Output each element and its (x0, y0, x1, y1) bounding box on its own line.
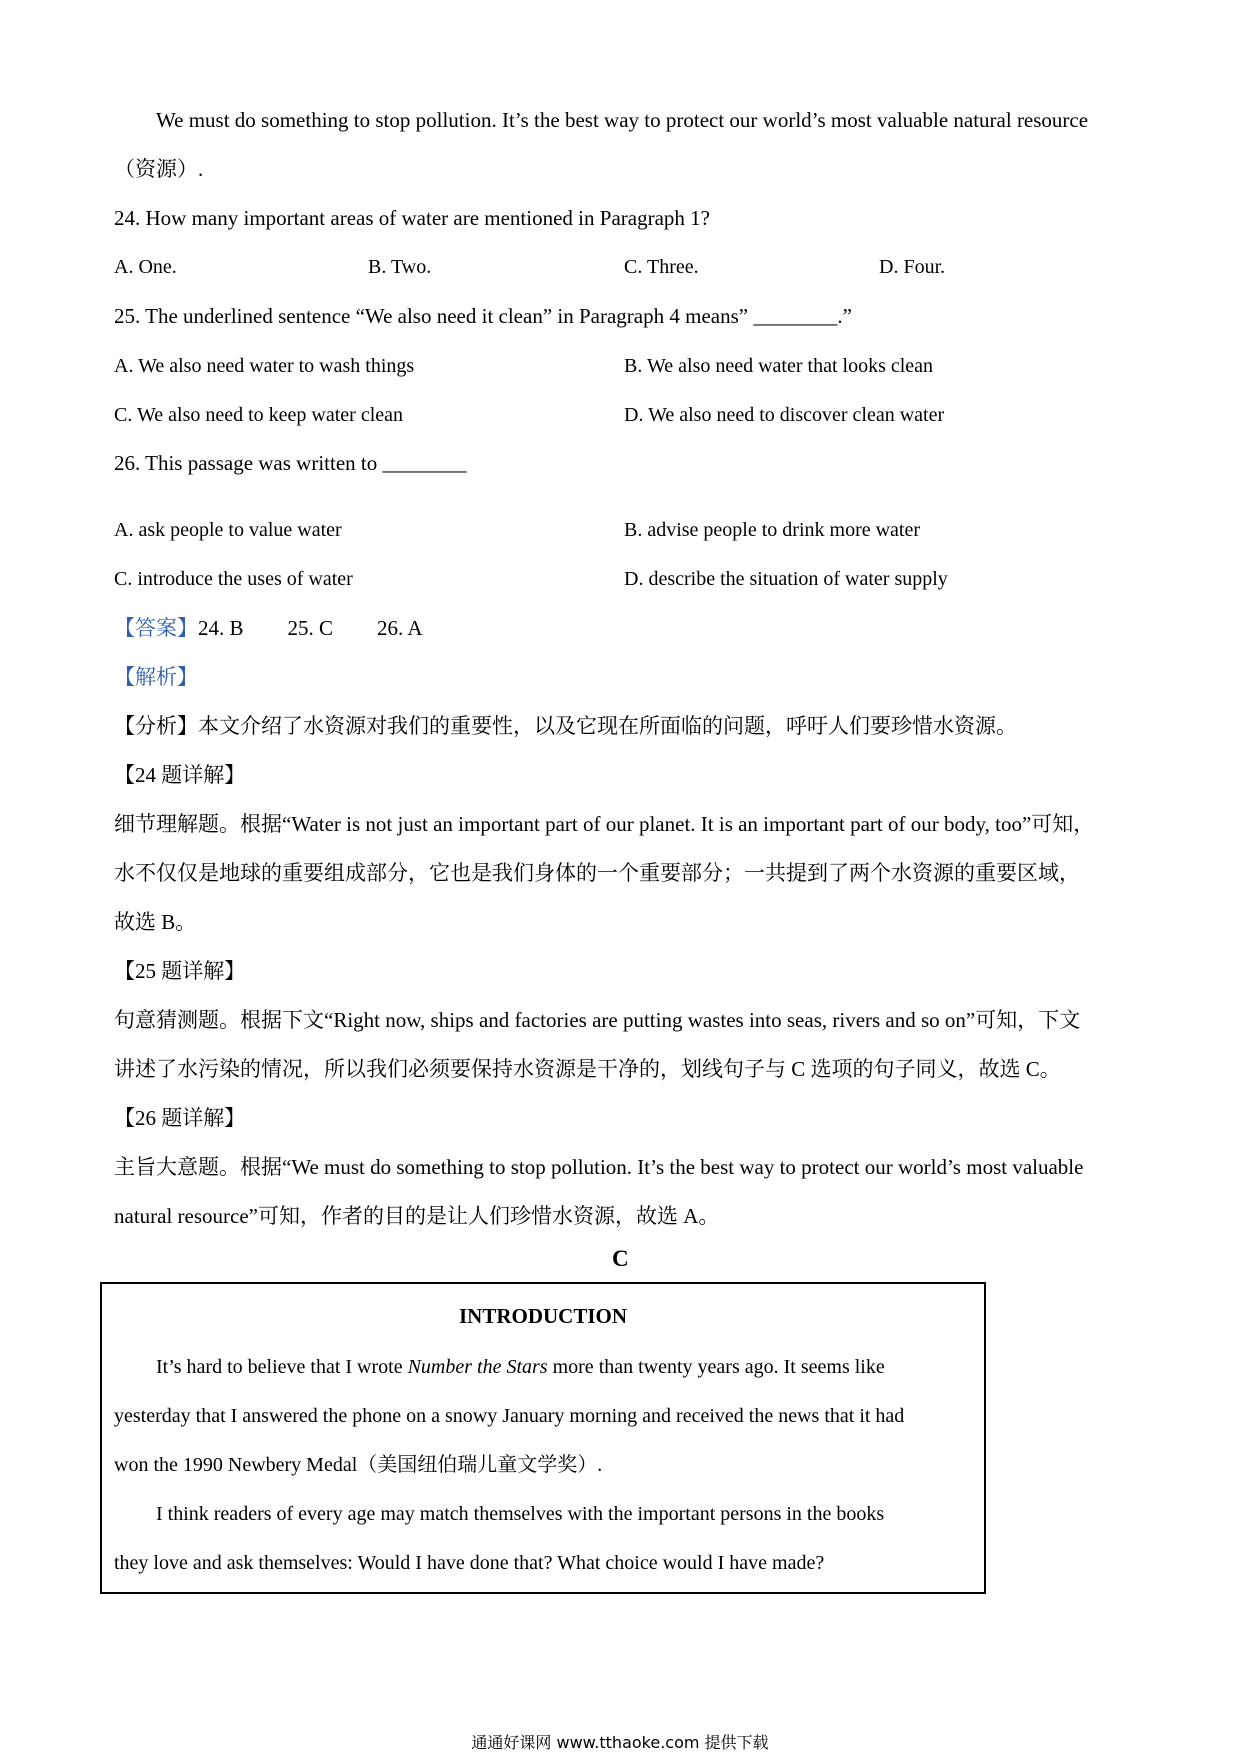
detail-25-line: 句意猜测题。根据下文“Right now, ships and factories are putting wastes into seas, rivers and so on”可知，下文 (114, 1008, 1081, 1032)
detail-24-line: 细节理解题。根据“Water is not just an important part of our planet. It is an important part of our body, too”可知， (114, 812, 1095, 836)
detail-25-line: 讲述了水污染的情况，所以我们必须要保持水资源是干净的，划线句子与 C 选项的句子同义，故选 C。 (114, 1057, 1061, 1081)
q26-option-a: A. ask people to value water (114, 519, 342, 541)
detail-26-title: 【26 题详解】 (114, 1106, 246, 1130)
answer-26: 26. A (377, 616, 423, 640)
detail-24-line: 水不仅仅是地球的重要组成部分，它也是我们身体的一个重要部分；一共提到了两个水资源的重要区域， (114, 861, 1080, 885)
introduction-line: I think readers of every age may match themselves with the important persons in the books (156, 1503, 885, 1525)
answer-line (114, 614, 423, 642)
book-title: Number the Stars (407, 1356, 548, 1378)
q24-option-a: A. One. (114, 256, 177, 278)
introduction-line: they love and ask themselves: Would I have done that? What choice would I have made? (114, 1552, 825, 1574)
q25-option-a: A. We also need water to wash things (114, 355, 415, 377)
q25-option-d: D. We also need to discover clean water (624, 404, 945, 426)
q26-option-b: B. advise people to drink more water (624, 519, 921, 541)
q25-option-b: B. We also need water that looks clean (624, 355, 934, 377)
question-25-stem: 25. The underlined sentence “We also need it clean” in Paragraph 4 means” ________.” (114, 304, 852, 328)
detail-25-title: 【25 题详解】 (114, 959, 246, 983)
question-26-stem: 26. This passage was written to ________ (114, 451, 467, 475)
introduction-box (100, 1282, 986, 1594)
q26-option-d: D. describe the situation of water supply (624, 568, 948, 590)
introduction-title: INTRODUCTION (458, 1304, 628, 1328)
detail-24-title: 【24 题详解】 (114, 763, 246, 787)
q24-option-d: D. Four. (879, 256, 946, 278)
q24-option-b: B. Two. (368, 256, 432, 278)
answer-24: 24. B (198, 616, 244, 640)
q26-option-c: C. introduce the uses of water (114, 568, 353, 590)
passage-line: （资源）. (114, 157, 204, 181)
footer-watermark: 通通好课网 www.tthaoke.com 提供下载 (471, 1733, 769, 1752)
answer-label: 【答案】 (114, 616, 198, 640)
detail-26-line: natural resource”可知，作者的目的是让人们珍惜水资源，故选 A。 (114, 1204, 720, 1228)
passage-line: We must do something to stop pollution. It’s the best way to protect our world’s most valuable natural resource (156, 108, 1089, 132)
q25-option-c: C. We also need to keep water clean (114, 404, 404, 426)
introduction-line: It’s hard to believe that I wrote Number the Stars more than twenty years ago. It seems like (156, 1356, 885, 1378)
answer-25: 25. C (287, 616, 334, 640)
analysis-label: 【解析】 (114, 665, 198, 689)
detail-24-line: 故选 B。 (114, 910, 197, 934)
question-24-stem: 24. How many important areas of water are mentioned in Paragraph 1? (114, 206, 710, 230)
introduction-line: yesterday that I answered the phone on a snowy January morning and received the news that it had (114, 1405, 905, 1427)
q24-option-c: C. Three. (624, 256, 699, 278)
detail-26-line: 主旨大意题。根据“We must do something to stop pollution. It’s the best way to protect our world’s most valuable (114, 1155, 1084, 1179)
introduction-line: won the 1990 Newbery Medal（美国纽伯瑞儿童文学奖）. (114, 1454, 603, 1476)
section-c-heading: C (612, 1246, 629, 1271)
analysis-summary: 【分析】本文介绍了水资源对我们的重要性，以及它现在所面临的问题，呼吁人们要珍惜水资源。 (114, 714, 1017, 738)
